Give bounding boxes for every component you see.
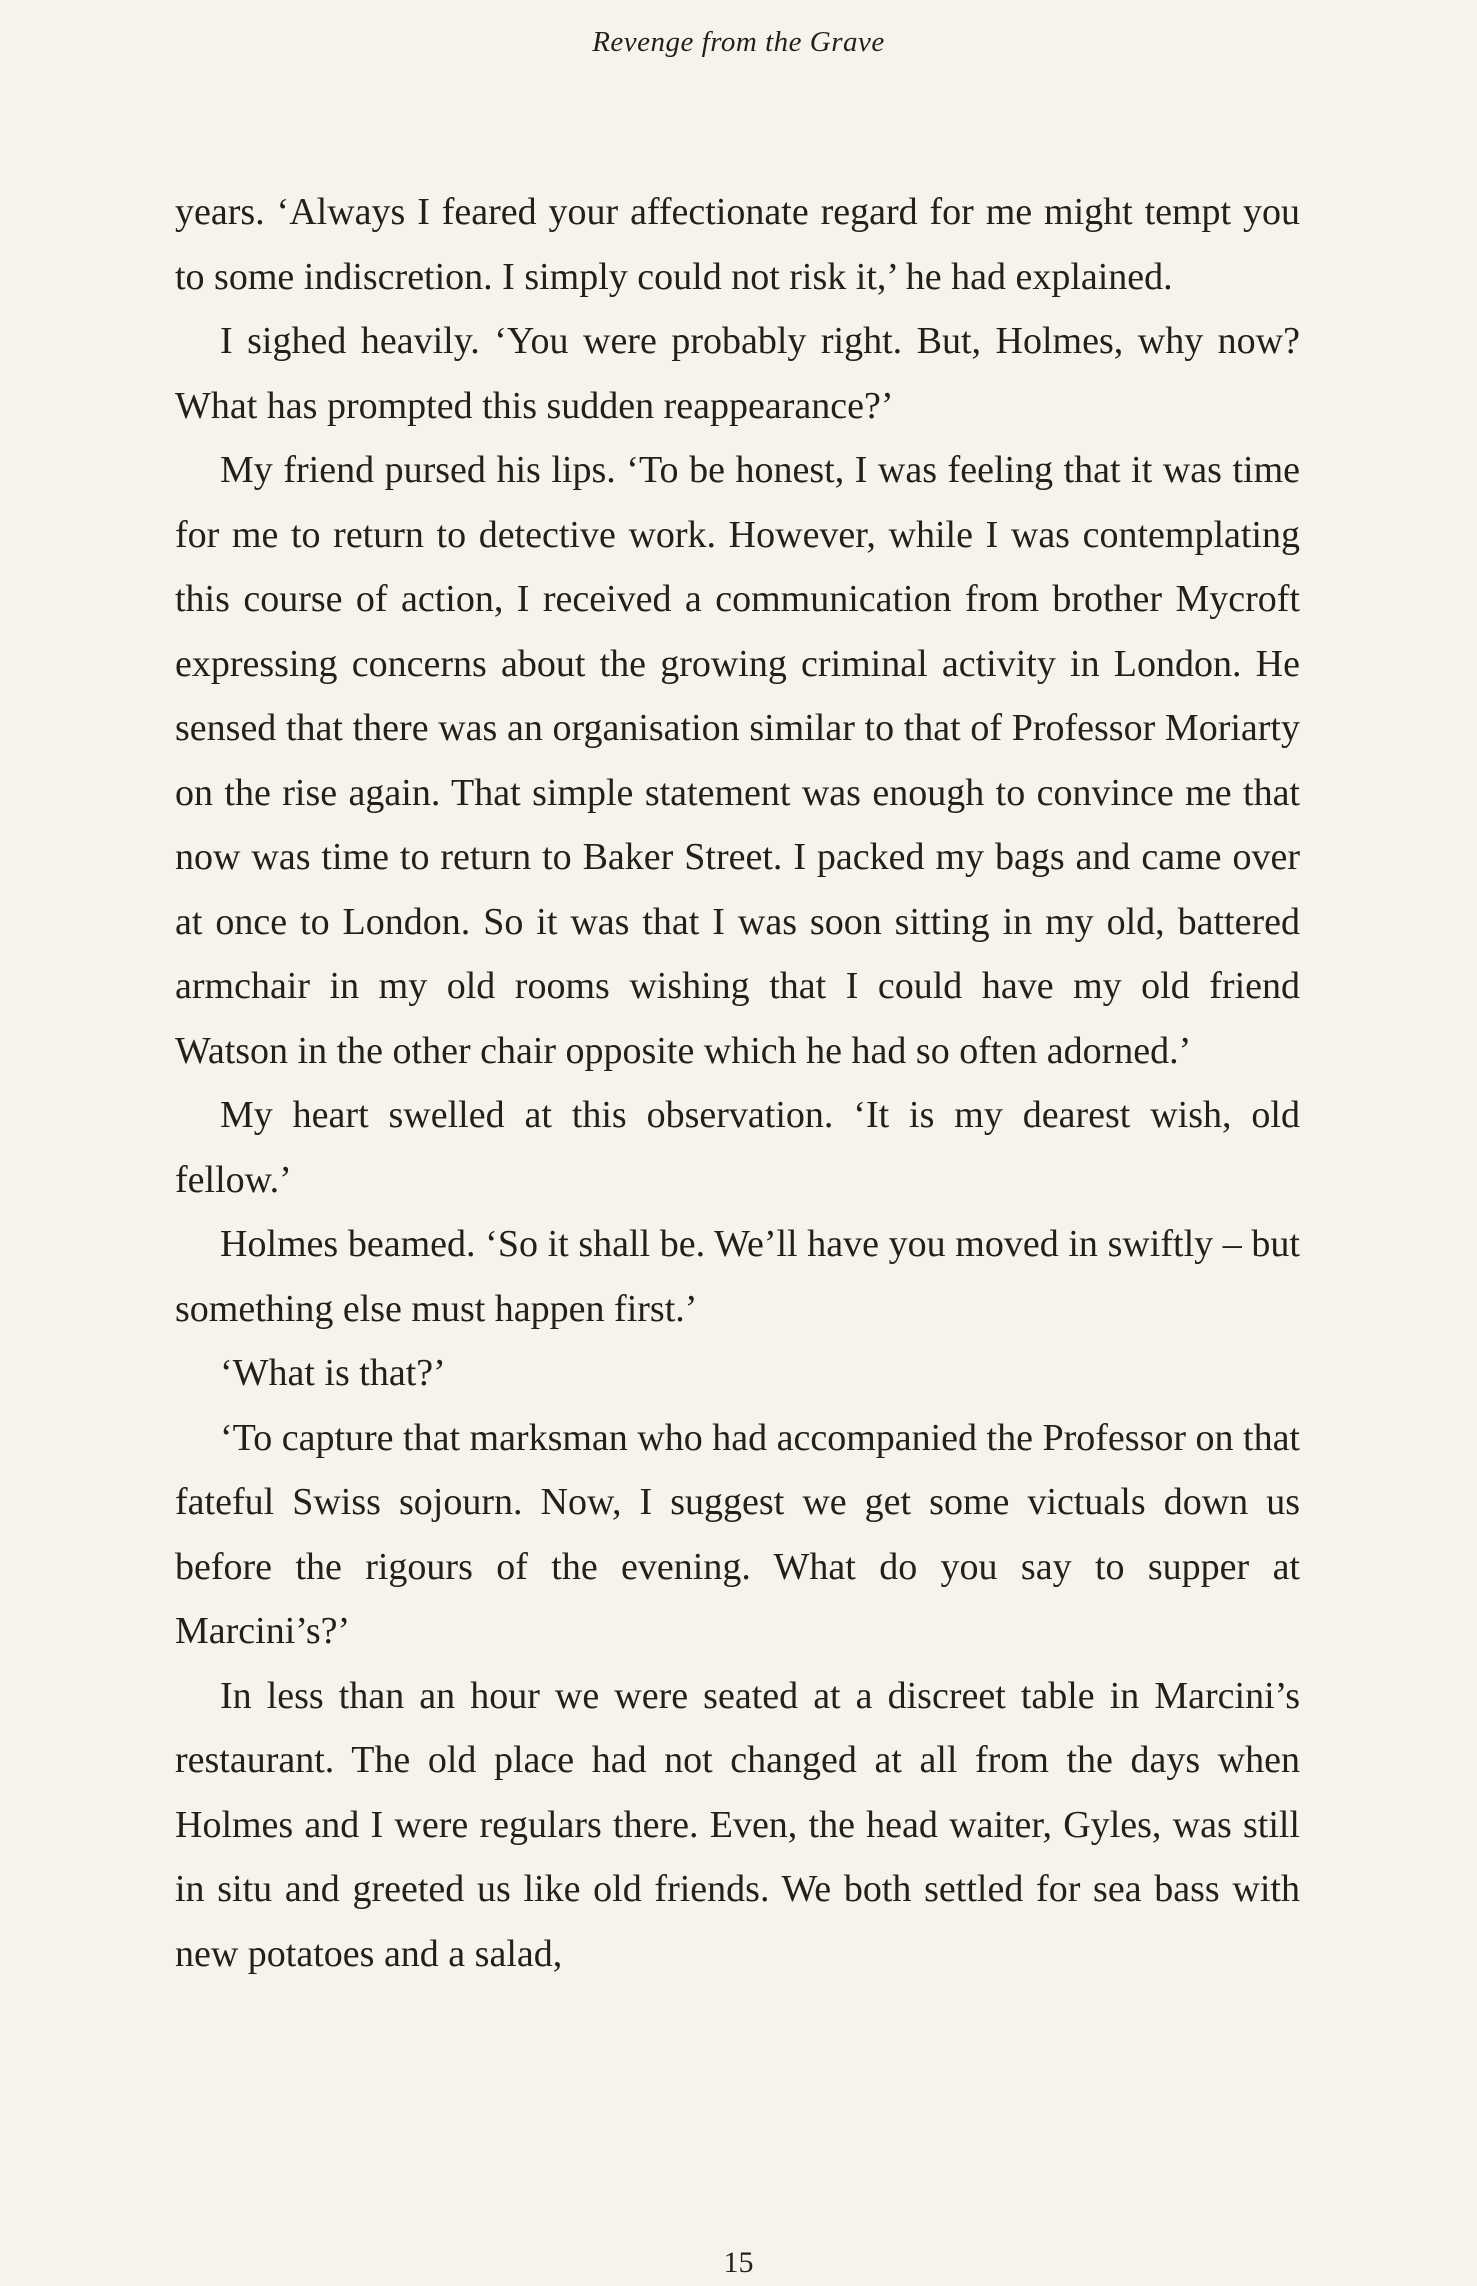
paragraph: ‘What is that?’ — [220, 1352, 446, 1394]
paragraph: My heart swelled at this observation. ‘It is my dearest wish, old fellow.’ — [175, 1094, 1300, 1201]
paragraph: I sighed heavily. ‘You were probably right. But, Holmes, why now? What has prompted this sudden reappearance?’ — [175, 320, 1300, 427]
paragraph-continuation: years. ‘Always I feared your affectionate regard for me might tempt you to some indiscretion. I simply could not risk it,’ he had explained. — [175, 191, 1300, 298]
page-number: 15 — [723, 2246, 754, 2279]
running-head: Revenge from the Grave — [592, 26, 885, 58]
paragraph: ‘To capture that marksman who had accompanied the Professor on that fateful Swiss sojourn. Now, I suggest we get some victuals down us before the rigours of the evening. What do you say to supper at Marcini’s?’ — [175, 1416, 1300, 1652]
paragraph: My friend pursed his lips. ‘To be honest, I was feeling that it was time for me to return to detective work. However, while I was contemplating this course of action, I received a communication from brother Mycroft expressing concerns about the growing criminal activity in London. He sensed that there was an organisation similar to that of Professor Moriarty on the rise again. That simple statement was enough to convince me that now was time to return to Baker Street. I packed my bags and came over at once to London. So it was that I was soon sitting in my old, battered armchair in my old rooms wishing that I could have my old friend Watson in the other chair opposite which he had so often adorned.’ — [175, 449, 1300, 1072]
page-body — [175, 180, 1300, 1986]
paragraph: In less than an hour we were seated at a discreet table in Marcini’s restaurant. The old place had not changed at all from the days when Holmes and I were regulars there. Even, the head waiter, Gyles, was still in situ and greeted us like old friends. We both settled for sea bass with new potatoes and a salad, — [175, 1674, 1300, 1975]
paragraph: Holmes beamed. ‘So it shall be. We’ll have you moved in swiftly – but something else must happen first.’ — [175, 1223, 1300, 1330]
